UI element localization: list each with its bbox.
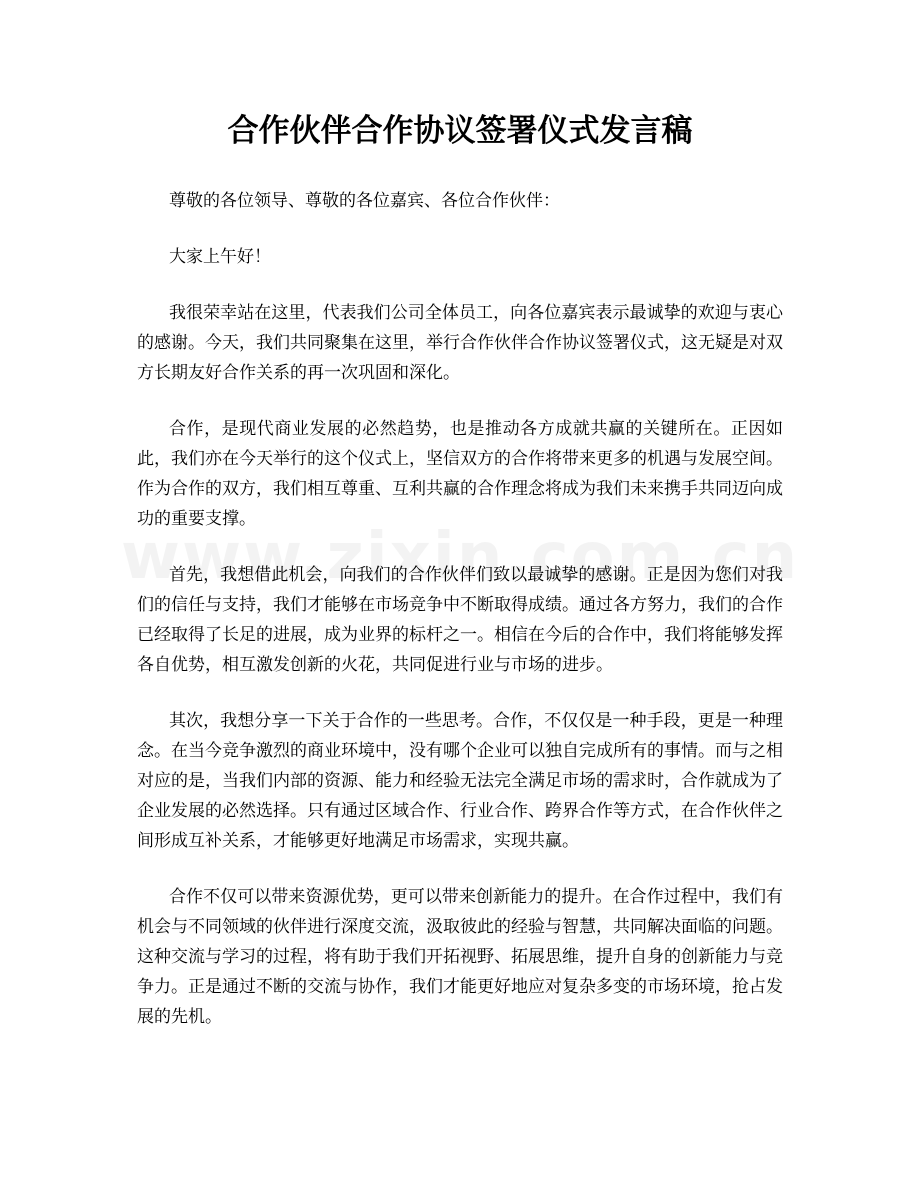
paragraph-welcome: 我很荣幸站在这里，代表我们公司全体员工，向各位嘉宾表示最诚挚的欢迎与衷心的感谢。今天，我们共同聚集在这里，举行合作伙伴合作协议签署仪式，这无疑是对双方长期友好合作关系的再一次巩固和深化。 <box>137 303 783 383</box>
paragraph-greeting: 大家上午好！ <box>169 247 271 267</box>
paragraph-thanks: 首先，我想借此机会，向我们的合作伙伴们致以最诚挚的感谢。正是因为您们对我们的信任与支持，我们才能够在市场竞争中不断取得成绩。通过各方努力，我们的合作已经取得了长足的进展，成为业界的标杆之一。相信在今后的合作中，我们将能够发挥各自优势，相互激发创新的火花，共同促进行业与市场的进步。 <box>137 565 783 675</box>
paragraph-salutation: 尊敬的各位领导、尊敬的各位嘉宾、各位合作伙伴： <box>169 191 560 211</box>
document-title: 合作伙伴合作协议签署仪式发言稿 <box>227 113 693 149</box>
document-body <box>137 186 783 1058</box>
paragraph-cooperation-trend: 合作，是现代商业发展的必然趋势，也是推动各方成就共赢的关键所在。正因如此，我们亦在今天举行的这个仪式上，坚信双方的合作将带来更多的机遇与发展空间。作为合作的双方，我们相互尊重、互利共赢的合作理念将成为我们未来携手共同迈向成功的重要支撑。 <box>137 419 783 529</box>
paragraph-thoughts: 其次，我想分享一下关于合作的一些思考。合作，不仅仅是一种手段，更是一种理念。在当今竞争激烈的商业环境中，没有哪个企业可以独自完成所有的事情。而与之相对应的是，当我们内部的资源、能力和经验无法完全满足市场的需求时，合作就成为了企业发展的必然选择。只有通过区域合作、行业合作、跨界合作等方式，在合作伙伴之间形成互补关系，才能够更好地满足市场需求，实现共赢。 <box>137 711 783 851</box>
paragraph-innovation: 合作不仅可以带来资源优势，更可以带来创新能力的提升。在合作过程中，我们有机会与不同领域的伙伴进行深度交流，汲取彼此的经验与智慧，共同解决面临的问题。这种交流与学习的过程，将有助于我们开拓视野、拓展思维，提升自身的创新能力与竞争力。正是通过不断的交流与协作，我们才能更好地应对复杂多变的市场环境，抢占发展的先机。 <box>137 887 783 1027</box>
